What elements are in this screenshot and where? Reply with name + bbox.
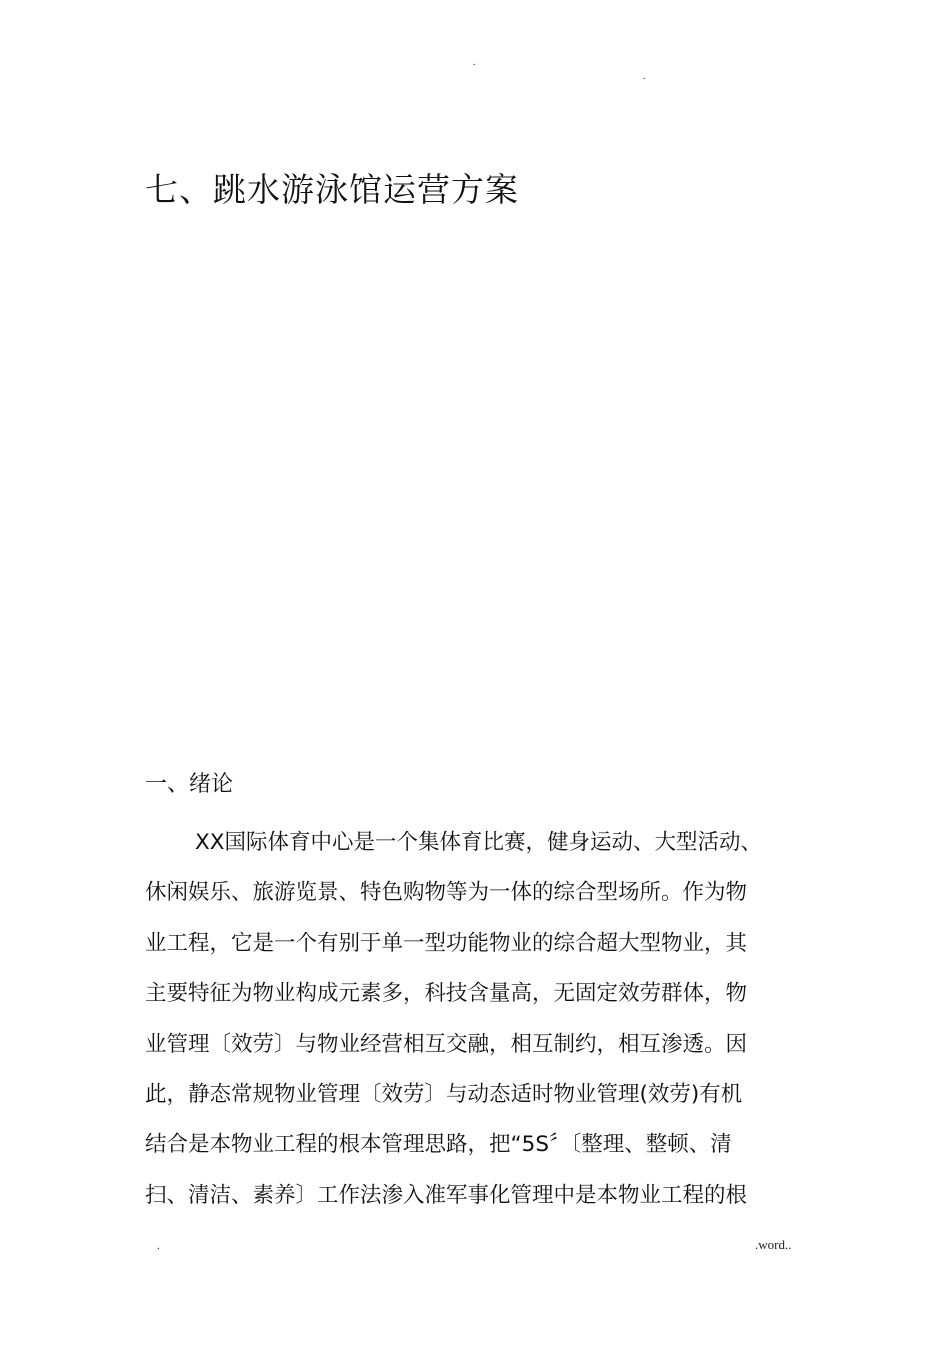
body-paragraph xyxy=(145,818,825,1221)
footer-dot: . xyxy=(157,1240,160,1252)
paragraph-line: 结合是本物业工程的根本管理思路，把“5S〞〔整理、整顿、清 xyxy=(145,1132,732,1158)
document-title: 七、跳水游泳馆运营方案 xyxy=(145,170,519,209)
paragraph-line: XX国际体育中心是一个集体育比赛，健身运动、大型活动、 xyxy=(195,830,762,855)
paragraph-line: 业管理〔效劳〕与物业经营相互交融，相互制约，相互渗透。因 xyxy=(145,1031,748,1057)
header-dot-right: . xyxy=(643,71,646,82)
paragraph-line: 休闲娱乐、旅游览景、特色购物等为一体的综合型场所。作为物 xyxy=(145,880,748,906)
paragraph-line: 此，静态常规物业管理〔效劳〕与动态适时物业管理(效劳)有机 xyxy=(145,1081,743,1107)
paragraph-line: 主要特征为物业构成元素多，科技含量高，无固定效劳群体，物 xyxy=(145,981,748,1007)
header-dot-left: . xyxy=(473,57,476,68)
paragraph-line: 扫、清洁、素养〕工作法渗入准军事化管理中是本物业工程的根 xyxy=(145,1182,748,1208)
paragraph-line: 业工程，它是一个有别于单一型功能物业的综合超大型物业，其 xyxy=(145,930,748,956)
section-heading: 一、绪论 xyxy=(145,772,234,797)
footer-watermark: .word.. xyxy=(755,1237,792,1252)
